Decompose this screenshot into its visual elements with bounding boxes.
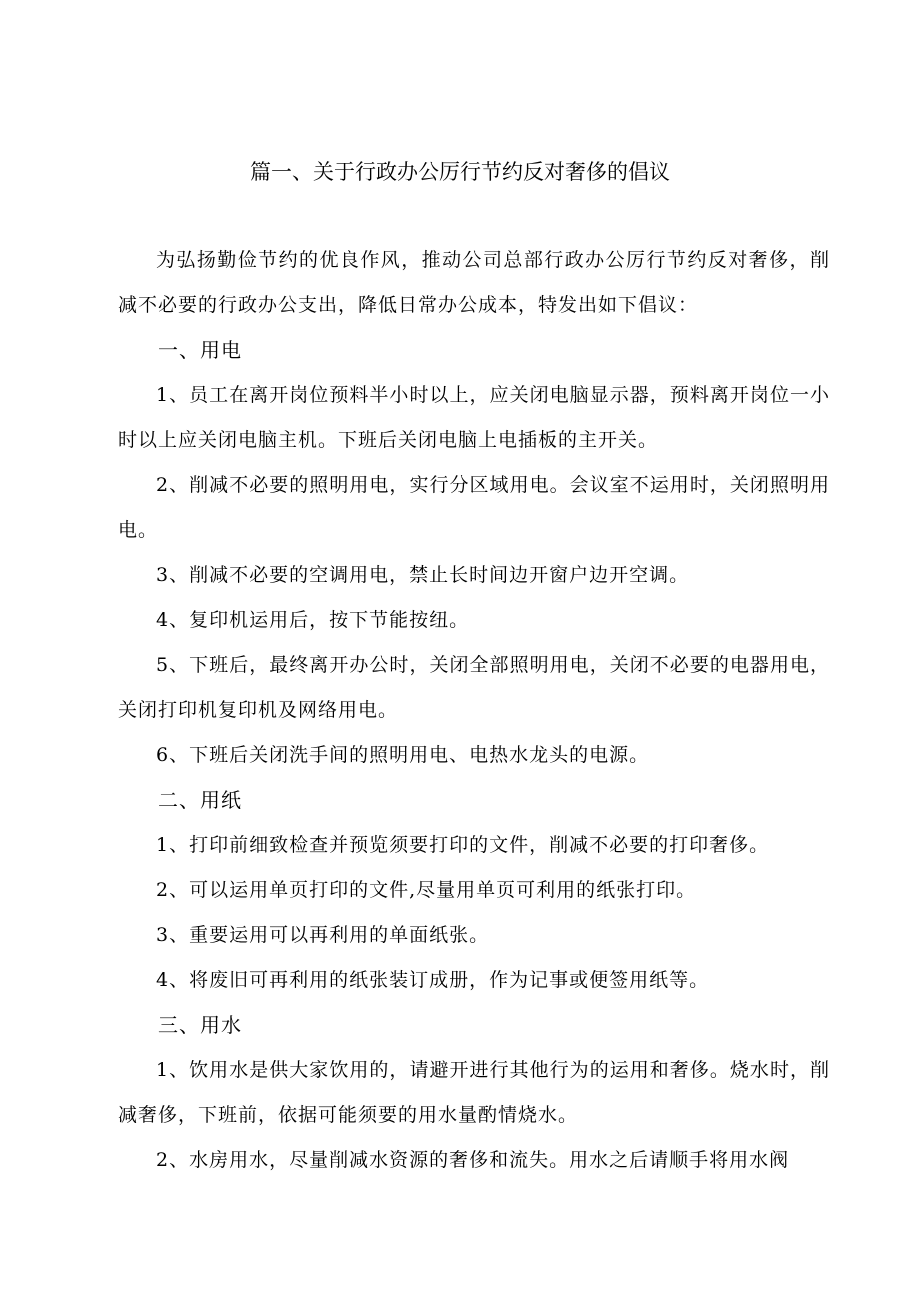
list-item: 2、水房用水，尽量削减水资源的奢侈和流失。用水之后请顺手将用水阀 [156,1149,790,1171]
list-item: 5、下班后，最终离开办公时，关闭全部照明用电，关闭不必要的电器用电，关闭打印机复印机及网络用电。 [118,654,830,721]
list-item: 2、可以运用单页打印的文件,尽量用单页可利用的纸张打印。 [156,879,697,901]
list-item: 4、复印机运用后，按下节能按纽。 [156,609,470,631]
list-item: 1、饮用水是供大家饮用的，请避开进行其他行为的运用和奢侈。烧水时，削减奢侈，下班前，依据可能须要的用水量酌情烧水。 [118,1059,830,1126]
section-heading-water: 三、用水 [158,1013,242,1037]
list-item: 6、下班后关闭洗手间的照明用电、电热水龙头的电源。 [156,744,650,766]
intro-paragraph: 为弘扬勤俭节约的优良作风，推动公司总部行政办公厉行节约反对奢侈，削减不必要的行政办公支出，降低日常办公成本，特发出如下倡议： [118,249,830,316]
document-title: 篇一、关于行政办公厉行节约反对奢侈的倡议 [250,160,670,184]
document-body [118,238,830,1183]
list-item: 1、打印前细致检查并预览须要打印的文件，削减不必要的打印奢侈。 [156,834,770,856]
list-item: 2、削减不必要的照明用电，实行分区域用电。会议室不运用时，关闭照明用电。 [118,474,830,541]
list-item: 4、将废旧可再利用的纸张装订成册，作为记事或便签用纸等。 [156,969,710,991]
section-heading-paper: 二、用纸 [158,788,242,812]
list-item: 1、员工在离开岗位预料半小时以上，应关闭电脑显示器，预料离开岗位一小时以上应关闭电脑主机。下班后关闭电脑上电插板的主开关。 [118,384,830,451]
section-heading-electricity: 一、用电 [158,338,242,362]
list-item: 3、削减不必要的空调用电，禁止长时间边开窗户边开空调。 [156,564,690,586]
list-item: 3、重要运用可以再利用的单面纸张。 [156,924,490,946]
